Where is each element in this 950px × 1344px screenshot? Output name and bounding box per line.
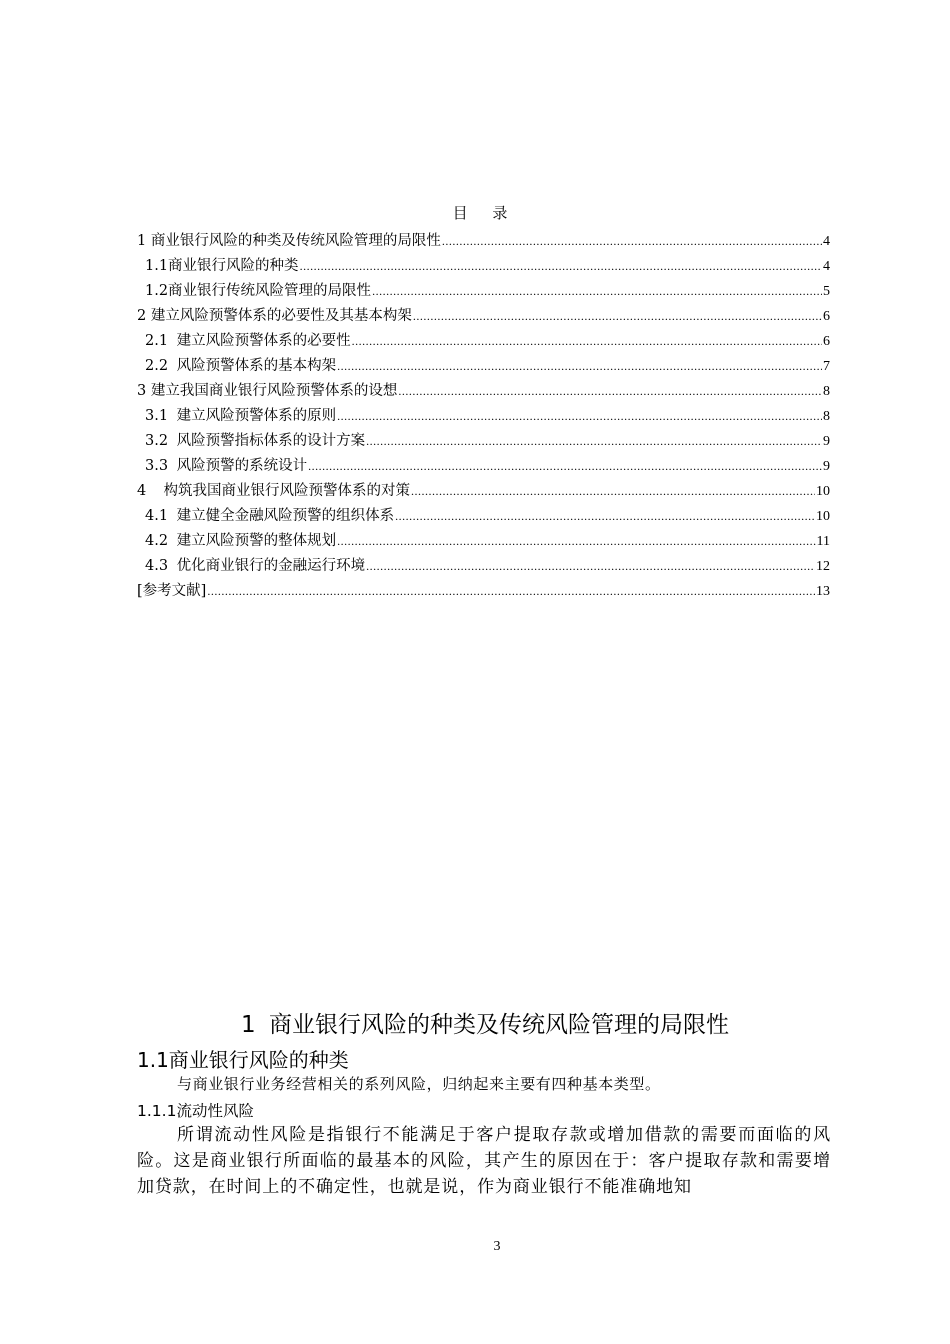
toc-entry[interactable]	[137, 529, 830, 554]
toc-dot-leader	[337, 409, 822, 424]
toc-entry-text: 1.1商业银行风险的种类	[145, 258, 299, 274]
toc-entry[interactable]	[137, 479, 830, 504]
toc-entry-page: 12	[816, 559, 830, 574]
toc-entry[interactable]	[137, 329, 830, 354]
toc-entry-text: 1 商业银行风险的种类及传统风险管理的局限性	[137, 233, 441, 249]
toc-entry-page: 10	[816, 509, 830, 524]
toc-entry[interactable]	[137, 304, 830, 329]
toc-entry-text: [参考文献]	[137, 583, 207, 599]
toc-entry[interactable]	[137, 554, 830, 579]
toc-entry-text: 3.1 建立风险预警体系的原则	[145, 408, 337, 424]
toc-entry-text: 2.2 风险预警体系的基本构架	[145, 358, 337, 374]
toc-entry-page: 10	[816, 484, 830, 499]
toc-entry-page: 8	[823, 409, 830, 424]
toc-dot-leader	[411, 484, 815, 499]
toc-dot-leader	[366, 559, 815, 574]
table-of-contents	[137, 229, 830, 604]
toc-entry-page: 7	[823, 359, 830, 374]
toc-entry-page: 6	[823, 309, 830, 324]
intro-paragraph: 与商业银行业务经营相关的系列风险，归纳起来主要有四种基本类型。	[177, 1075, 661, 1093]
toc-dot-leader	[300, 259, 822, 274]
toc-dot-leader	[398, 384, 822, 399]
toc-entry-text: 3.3 风险预警的系统设计	[145, 458, 308, 474]
toc-entry-page: 4	[823, 234, 830, 249]
toc-dot-leader	[366, 434, 822, 449]
toc-entry-page: 9	[823, 459, 830, 474]
toc-entry-text: 2.1 建立风险预警体系的必要性	[145, 333, 351, 349]
toc-dot-leader	[337, 359, 822, 374]
toc-dot-leader	[413, 309, 822, 324]
page-number: 3	[493, 1239, 501, 1254]
toc-entry[interactable]	[137, 279, 830, 304]
toc-entry-text: 3.2 风险预警指标体系的设计方案	[145, 433, 366, 449]
toc-entry-text: 4.1 建立健全金融风险预警的组织体系	[145, 508, 395, 524]
toc-entry-text: 4 构筑我国商业银行风险预警体系的对策	[137, 483, 410, 499]
toc-title: 目 录	[452, 204, 518, 222]
toc-dot-leader	[207, 584, 815, 599]
subsection-heading: 1.1.1流动性风险	[137, 1102, 254, 1120]
toc-entry-page: 11	[816, 534, 830, 549]
toc-entry-text: 4.3 优化商业银行的金融运行环境	[145, 558, 366, 574]
toc-entry[interactable]	[137, 354, 830, 379]
toc-entry-text: 1.2商业银行传统风险管理的局限性	[145, 283, 372, 299]
toc-dot-leader	[395, 509, 815, 524]
toc-entry[interactable]	[137, 579, 830, 604]
toc-entry-page: 8	[823, 384, 830, 399]
toc-dot-leader	[442, 234, 822, 249]
toc-entry-page: 6	[823, 334, 830, 349]
section-heading: 1.1商业银行风险的种类	[137, 1048, 349, 1072]
toc-entry[interactable]	[137, 379, 830, 404]
toc-entry[interactable]	[137, 404, 830, 429]
toc-entry-page: 9	[823, 434, 830, 449]
toc-entry-text: 4.2 建立风险预警的整体规划	[145, 533, 337, 549]
toc-entry-page: 5	[823, 284, 830, 299]
toc-entry-page: 4	[823, 259, 830, 274]
toc-entry[interactable]	[137, 454, 830, 479]
toc-entry-text: 2 建立风险预警体系的必要性及其基本构架	[137, 308, 412, 324]
toc-dot-leader	[337, 534, 815, 549]
toc-entry-page: 13	[816, 584, 830, 599]
toc-entry[interactable]	[137, 504, 830, 529]
toc-dot-leader	[352, 334, 822, 349]
toc-dot-leader	[308, 459, 822, 474]
toc-entry-text: 3 建立我国商业银行风险预警体系的设想	[137, 383, 398, 399]
toc-dot-leader	[372, 284, 822, 299]
body-paragraph: 所谓流动性风险是指银行不能满足于客户提取存款或增加借款的需要而面临的风险。这是商业银行所面临的最基本的风险，其产生的原因在于：客户提取存款和需要增加贷款，在时间上的不确定性，也就是说，作为商业银行不能准确地知	[137, 1125, 831, 1197]
toc-entry[interactable]	[137, 429, 830, 454]
toc-entry[interactable]	[137, 229, 830, 254]
toc-entry[interactable]	[137, 254, 830, 279]
chapter-heading: 1 商业银行风险的种类及传统风险管理的局限性	[241, 1012, 729, 1038]
